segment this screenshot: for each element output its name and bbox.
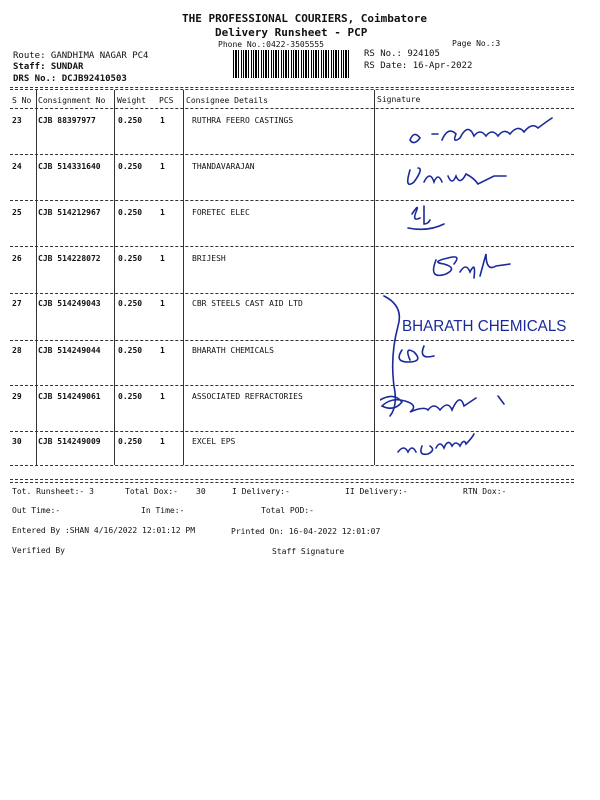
total-pod: Total POD:- (261, 506, 314, 515)
tot-runsheet: Tot. Runsheet:- 3 (12, 487, 94, 496)
barcode (233, 50, 351, 78)
divider (10, 87, 574, 88)
col-consignee: Consignee Details (186, 96, 268, 105)
phone-number: Phone No.:0422-3505555 (218, 40, 324, 49)
printed-on: Printed On: 16-04-2022 12:01:07 (231, 527, 381, 536)
row-consignment: CJB 514249044 (38, 346, 101, 355)
row-consignee: BRIJESH (192, 254, 226, 263)
row-pcs: 1 (160, 208, 165, 217)
drs-number: DRS No.: DCJB92410503 (13, 74, 127, 84)
row-sno: 27 (12, 299, 22, 308)
signature-23 (410, 118, 552, 143)
row-pcs: 1 (160, 116, 165, 125)
col-sno: S No (12, 96, 32, 105)
company-stamp: BHARATH CHEMICALS (402, 318, 567, 335)
total-dox-value: 30 (196, 487, 206, 496)
row-weight: 0.250 (118, 254, 143, 263)
row-weight: 0.250 (118, 162, 143, 171)
row-sno: 25 (12, 208, 22, 217)
ii-delivery: II Delivery:- (345, 487, 408, 496)
row-sno: 24 (12, 162, 22, 171)
page-number: Page No.:3 (452, 39, 501, 48)
row-consignee: RUTHRA FEERO CASTINGS (192, 116, 294, 125)
row-weight: 0.250 (118, 208, 143, 217)
row-consignee: THANDAVARAJAN (192, 162, 255, 171)
verified-by: Verified By (12, 546, 65, 555)
row-sno: 26 (12, 254, 22, 263)
total-dox: Total Dox:- (125, 487, 178, 496)
staff-signature: Staff Signature (272, 547, 345, 556)
divider (10, 108, 574, 109)
row-pcs: 1 (160, 254, 165, 263)
rtn-dox: RTN Dox:- (463, 487, 507, 496)
col-signature: Signature (377, 95, 421, 104)
signature-30 (398, 434, 474, 454)
row-pcs: 1 (160, 392, 165, 401)
col-consignment: Consignment No (38, 96, 106, 105)
company-name: THE PROFESSIONAL COURIERS, Coimbatore (182, 12, 428, 25)
rs-number: RS No.: 924105 (364, 49, 440, 59)
row-weight: 0.250 (118, 392, 143, 401)
row-consignment: CJB 514249009 (38, 437, 101, 446)
col-pcs: PCS (159, 96, 174, 105)
signature-26 (434, 254, 510, 278)
row-sno: 29 (12, 392, 22, 401)
divider (10, 89, 574, 90)
staff-name: Staff: SUNDAR (13, 62, 84, 72)
row-sno: 30 (12, 437, 22, 446)
route: Route: GANDHIMA NAGAR PC4 (13, 51, 149, 61)
row-consignee: ASSOCIATED REFRACTORIES (192, 392, 303, 401)
rs-date: RS Date: 16-Apr-2022 (364, 61, 473, 71)
row-pcs: 1 (160, 299, 165, 308)
row-pcs: 1 (160, 437, 165, 446)
row-weight: 0.250 (118, 437, 143, 446)
row-consignee: CBR STEELS CAST AID LTD (192, 299, 303, 308)
row-weight: 0.250 (118, 116, 143, 125)
row-consignee: EXCEL EPS (192, 437, 236, 446)
signature-29 (380, 396, 504, 412)
row-weight: 0.250 (118, 299, 143, 308)
row-sno: 23 (12, 116, 22, 125)
runsheet-subtitle: Delivery Runsheet - PCP (215, 26, 368, 39)
row-consignment: CJB 514249043 (38, 299, 101, 308)
row-sno: 28 (12, 346, 22, 355)
row-consignee: BHARATH CHEMICALS (192, 346, 274, 355)
i-delivery: I Delivery:- (232, 487, 290, 496)
divider (10, 479, 574, 480)
out-time: Out Time:- (12, 506, 61, 515)
col-weight: Weight (117, 96, 146, 105)
row-consignment: CJB 514331640 (38, 162, 101, 171)
row-consignment: CJB 88397977 (38, 116, 96, 125)
in-time: In Time:- (141, 506, 185, 515)
signature-25 (408, 206, 444, 229)
row-consignment: CJB 514249061 (38, 392, 101, 401)
row-consignee: FORETEC ELEC (192, 208, 250, 217)
signature-28 (399, 346, 434, 362)
row-consignment: CJB 514228072 (38, 254, 101, 263)
signatures-area (380, 110, 590, 460)
signature-24 (408, 168, 506, 184)
row-pcs: 1 (160, 162, 165, 171)
divider (10, 482, 574, 483)
row-consignment: CJB 514212967 (38, 208, 101, 217)
entered-by: Entered By :SHAN 4/16/2022 12:01:12 PM (12, 526, 196, 535)
row-pcs: 1 (160, 346, 165, 355)
row-divider (10, 465, 574, 466)
row-weight: 0.250 (118, 346, 143, 355)
